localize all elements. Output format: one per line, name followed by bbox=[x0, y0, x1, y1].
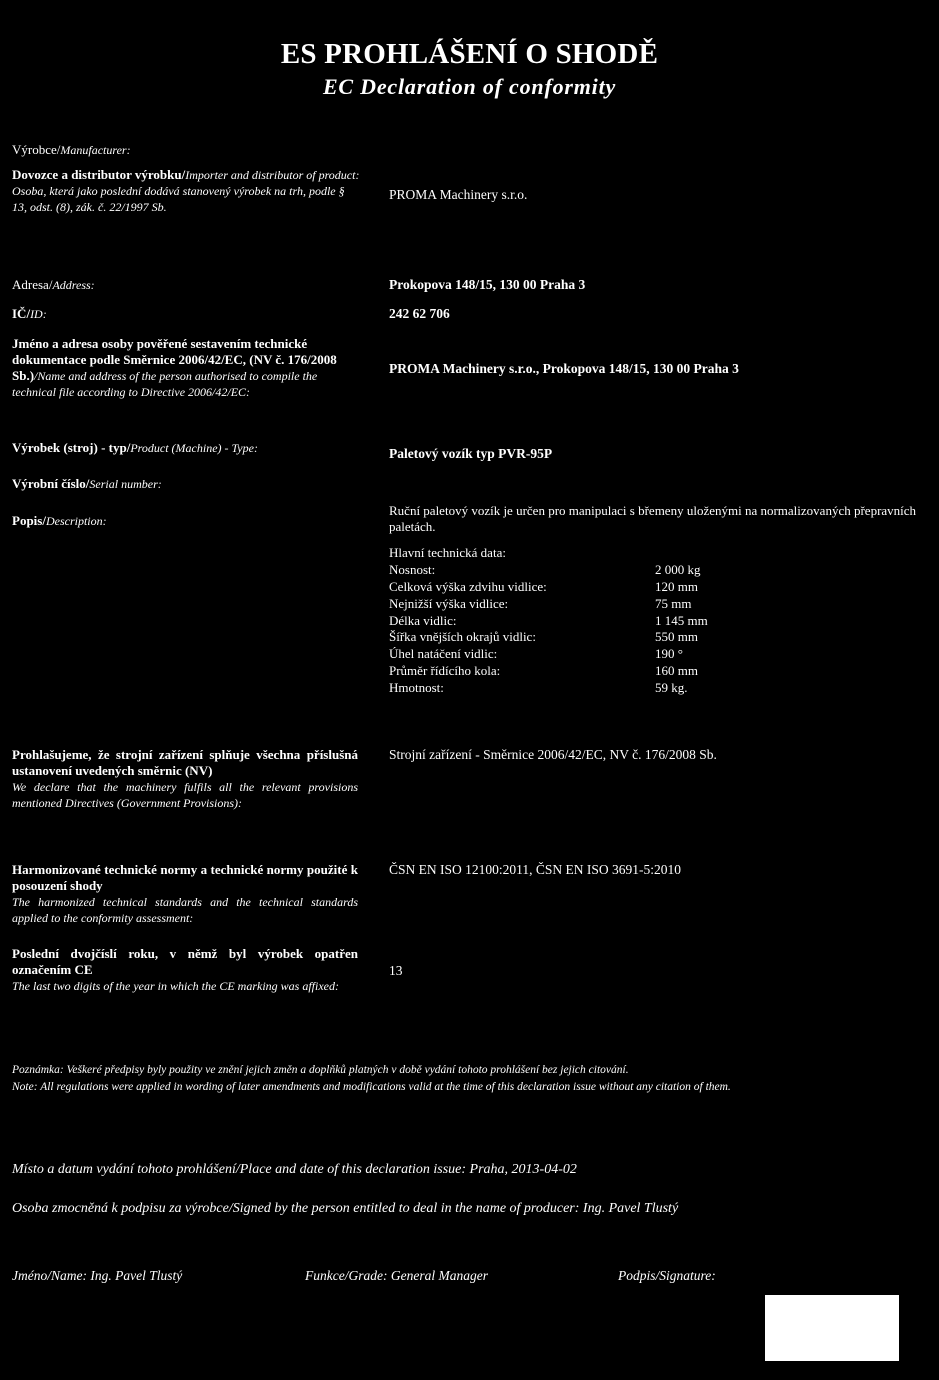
spec-row bbox=[389, 562, 789, 579]
signature-box bbox=[765, 1295, 899, 1361]
id-label bbox=[12, 306, 360, 322]
declaration-label bbox=[12, 747, 358, 811]
year-label bbox=[12, 946, 358, 994]
specs-list bbox=[389, 562, 789, 697]
spec-row bbox=[389, 646, 789, 663]
spec-value: 160 mm bbox=[655, 663, 698, 679]
spec-key: Nosnost: bbox=[389, 561, 436, 577]
spec-row bbox=[389, 629, 789, 646]
declaration-label-cz: Prohlašujeme, že strojní zařízení splňuje všechna příslušná ustanovení uvedených směrnic (NV) bbox=[12, 747, 358, 778]
spec-row bbox=[389, 596, 789, 613]
year-value: 13 bbox=[389, 963, 403, 978]
serial-label-en: Serial number: bbox=[89, 477, 162, 491]
spec-value: 2 000 kg bbox=[655, 561, 701, 577]
id-value: 242 62 706 bbox=[389, 306, 450, 321]
spec-value: 190 ° bbox=[655, 646, 683, 662]
spec-row bbox=[389, 663, 789, 680]
spec-key: Šířka vnějších okrajů vidlic: bbox=[389, 629, 536, 645]
spec-key: Celková výška zdvihu vidlice: bbox=[389, 578, 547, 594]
spec-key: Hmotnost: bbox=[389, 680, 444, 696]
manufacturer-label-cz: Výrobce/ bbox=[12, 142, 61, 157]
year-label-en: The last two digits of the year in which the CE marking was affixed: bbox=[12, 979, 339, 993]
id-label-en: ID: bbox=[30, 307, 47, 321]
importer-value: PROMA Machinery s.r.o. bbox=[389, 187, 528, 202]
page-title: ES PROHLÁŠENÍ O SHODĚ bbox=[280, 38, 659, 70]
address-label bbox=[12, 277, 360, 293]
standards-label-en: The harmonized technical standards and the technical standards applied to the conformity assessment: bbox=[12, 895, 358, 925]
spec-value: 120 mm bbox=[655, 578, 698, 594]
note-cz: Poznámka: Veškeré předpisy byly použity ve znění jejich změn a doplňků platných v době vydání tohoto prohlášení bez jejich citování. bbox=[12, 1064, 629, 1076]
spec-value: 550 mm bbox=[655, 629, 698, 645]
spec-key: Průměr řídícího kola: bbox=[389, 663, 501, 679]
spec-row bbox=[389, 613, 789, 630]
tech-doc-label-cz: Jméno a adresa osoby pověřené sestavením technické dokumentace podle Směrnice 2006/42/EC, (NV č. 176/2008 Sb.) bbox=[12, 336, 337, 383]
signature-label: Podpis/Signature: bbox=[618, 1268, 716, 1283]
address-label-en: Address: bbox=[52, 278, 95, 292]
address-value: Prokopova 148/15, 130 00 Praha 3 bbox=[389, 277, 586, 292]
signer-grade: Funkce/Grade: General Manager bbox=[305, 1268, 488, 1283]
tech-doc-label-en: /Name and address of the person authorised to compile the technical file according to Directive 2006/42/EC: bbox=[12, 369, 318, 399]
standards-value: ČSN EN ISO 12100:2011, ČSN EN ISO 3691-5:2010 bbox=[389, 862, 682, 877]
product-value: Paletový vozík typ PVR-95P bbox=[389, 446, 553, 461]
serial-label-cz: Výrobní číslo/ bbox=[12, 476, 90, 491]
product-label-cz: Výrobek (stroj) - typ/ bbox=[12, 440, 131, 455]
importer-label-cz: Dovozce a distributor výrobku/ bbox=[12, 167, 186, 182]
spec-row bbox=[389, 579, 789, 596]
importer-note: Osoba, která jako poslední dodává stanovený výrobek na trh, podle § 13, odst. (8), zák. č. 22/1997 Sb. bbox=[12, 184, 345, 214]
spec-key: Úhel natáčení vidlic: bbox=[389, 646, 498, 662]
manufacturer-label bbox=[12, 142, 360, 158]
standards-label-cz: Harmonizované technické normy a technické normy použité k posouzení shody bbox=[12, 862, 358, 893]
product-label-en: Product (Machine) - Type: bbox=[130, 441, 258, 455]
tech-doc-value: PROMA Machinery s.r.o., Prokopova 148/15, 130 00 Praha 3 bbox=[389, 361, 739, 376]
product-label bbox=[12, 440, 360, 456]
spec-row bbox=[389, 680, 789, 697]
spec-value: 75 mm bbox=[655, 595, 692, 611]
specs-heading: Hlavní technická data: bbox=[389, 545, 506, 560]
place-date: Místo a datum vydání tohoto prohlášení/Place and date of this declaration issue: Praha, 2013-04-02 bbox=[12, 1162, 577, 1177]
note-en: Note: All regulations were applied in wording of later amendments and modifications valid at the time of this declaration issue without any citation of them. bbox=[12, 1081, 731, 1093]
importer-label bbox=[12, 167, 360, 215]
signer-name: Jméno/Name: Ing. Pavel Tlustý bbox=[12, 1268, 183, 1283]
description-label-en: Description: bbox=[45, 514, 107, 528]
manufacturer-label-en: Manufacturer: bbox=[60, 143, 131, 157]
description-label-cz: Popis/ bbox=[12, 513, 46, 528]
declaration-label-en: We declare that the machinery fulfils all the relevant provisions mentioned Directives (Government Provisions): bbox=[12, 780, 358, 810]
declaration-value: Strojní zařízení - Směrnice 2006/42/EC, NV č. 176/2008 Sb. bbox=[389, 747, 717, 762]
tech-doc-label bbox=[12, 336, 352, 400]
importer-label-en: Importer and distributor of product: bbox=[185, 168, 360, 182]
id-label-cz: IČ/ bbox=[12, 306, 31, 321]
spec-value: 1 145 mm bbox=[655, 612, 708, 628]
specs-block bbox=[389, 545, 789, 697]
year-label-cz: Poslední dvojčíslí roku, v němž byl výrobek opatřen označením CE bbox=[12, 946, 358, 977]
signed-by: Osoba zmocněná k podpisu za výrobce/Signed by the person entitled to deal in the name of producer: Ing. Pavel Tlustý bbox=[12, 1201, 679, 1216]
page-subtitle: EC Declaration of conformity bbox=[322, 74, 617, 99]
spec-value: 59 kg. bbox=[655, 680, 688, 696]
serial-label bbox=[12, 476, 360, 492]
description-label bbox=[12, 513, 360, 529]
spec-key: Nejnižší výška vidlice: bbox=[389, 595, 509, 611]
spec-key: Délka vidlic: bbox=[389, 612, 457, 628]
address-label-cz: Adresa/ bbox=[12, 277, 53, 292]
standards-label bbox=[12, 862, 358, 926]
description-text: Ruční paletový vozík je určen pro manipulaci s břemeny uloženými na normalizovaných přepravních paletách. bbox=[389, 503, 917, 534]
